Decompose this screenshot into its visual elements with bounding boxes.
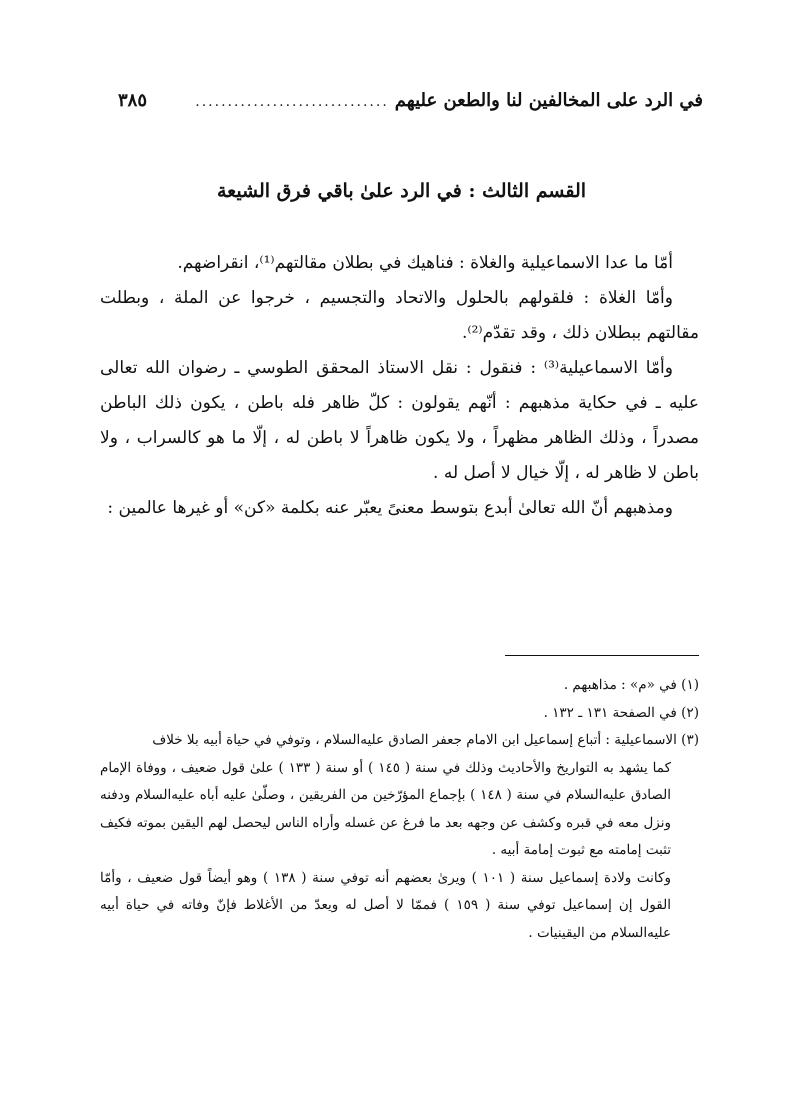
page-number: ٣٨٥	[118, 90, 148, 111]
footnote-1: (١) في «م» : مذاهبهم .	[563, 677, 699, 693]
footnote-3-line1: الاسماعيلية : أتباع إسماعيل ابن الامام جعفر الصادق عليه‌السلام ، وتوفي في حياة أبيه بلا خلاف	[152, 732, 677, 748]
paragraph-3: وأمّا الاسماعيلية⁽³⁾ : فنقول : نقل الاستاذ المحقق الطوسي ـ رضوان الله تعالى عليه ـ في حكاية مذهبهم : أنّهم يقولون : كلّ ظاهر فله باطن ، يكون ذلك الباطن مصدراً ، وذلك الظاهر مظهراً ، ولا يكون ظاهراً لا باطن له ، إلّا ما هو كالسراب ، ولا باطن لا ظاهر له ، إلّا خيال لا أصل له .	[100, 358, 699, 483]
footnote-3-first-line	[100, 727, 699, 755]
paragraph-4: ومذهبهم أنّ الله تعالىٰ أبدع بتوسط معنىً يعبّر عنه بكلمة «كن» أو غيرها عالمين :	[107, 498, 673, 518]
footnote-3-marker: (٣)	[681, 732, 699, 748]
header-title: في الرد على المخالفين لنا والطعن عليهم	[394, 90, 703, 111]
footnote-3-paragraph-2	[100, 865, 699, 948]
section-title: القسم الثالث : في الرد علىٰ باقي فرق الشيعة	[216, 180, 587, 202]
footnote-3-continuation: كما يشهد به التواريخ والأحاديث وذلك في سنة ( ١٤٥ ) أو سنة ( ١٣٣ ) علىٰ قول ضعيف ، ووفاة الإمام الصادق عليه‌السلام في سنة ( ١٤٨ ) بإجماع المؤرّخين من الفريقين ، وصلّىٰ عليه أباه عليه‌السلام ودفنه ونزل معه في قبره وكشف عن وجهه بعد ما فرغ عن غسله وأراه الناس ليحصل لهم اليقين بموته فكيف تثبت إمامته مع ثبوت إمامة أبيه .	[100, 759, 672, 858]
footnote-3-paragraph-2-text: وكانت ولادة إسماعيل سنة ( ١٠١ ) ويرىٰ بعضهم أنه توفي سنة ( ١٣٨ ) وهو أيضاً قول ضعيف ، وأمّا القول إن إسماعيل توفي سنة ( ١٥٩ ) فممّا لا أصل له ويعدّ من الأغلاط فإنّ وفاته في حياة أبيه عليه‌السلام من اليقينيات .	[100, 869, 671, 941]
paragraph-2: وأمّا الغلاة : فلقولهم بالحلول والاتحاد والتجسيم ، خرجوا عن الملة ، وبطلت مقالتهم ببطلان ذلك ، وقد تقدّم⁽²⁾.	[100, 288, 699, 343]
running-header	[118, 90, 703, 120]
main-text	[100, 246, 699, 526]
footnote-2: (٢) في الصفحة ١٣١ ـ ١٣٢ .	[543, 704, 699, 721]
footnotes	[100, 672, 699, 947]
footnote-separator	[505, 655, 699, 656]
header-leader-dots: ..............................	[195, 94, 389, 110]
paragraph-1: أمّا ما عدا الاسماعيلية والغلاة : فناهيك في بطلان مقالتهم⁽¹⁾، انقراضهم.	[177, 253, 673, 273]
